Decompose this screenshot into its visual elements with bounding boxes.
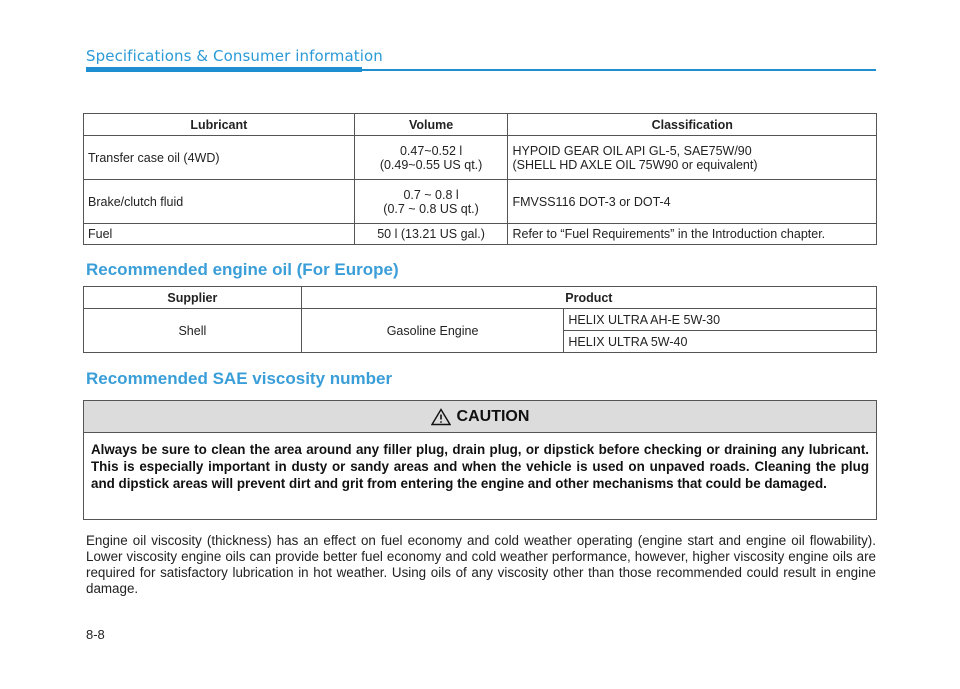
engine-oil-table — [83, 286, 877, 353]
lubricant-cell: Brake/clutch fluid — [84, 180, 355, 224]
classification-cell: Refer to “Fuel Requirements” in the Introduction chapter. — [508, 224, 877, 245]
sae-viscosity-heading: Recommended SAE viscosity number — [86, 369, 393, 388]
page-number: 8-8 — [86, 627, 105, 642]
classification-line: HYPOID GEAR OIL API GL-5, SAE75W/90 — [512, 143, 752, 158]
product-cell: HELIX ULTRA 5W-40 — [564, 331, 877, 353]
volume-cell: 50 l (13.21 US gal.) — [354, 224, 508, 245]
column-header: Product — [301, 287, 876, 309]
caution-header — [84, 401, 876, 433]
column-header: Lubricant — [84, 114, 355, 136]
caution-box — [83, 400, 877, 520]
volume-line: 0.47~0.52 l — [399, 143, 463, 158]
product-cell: HELIX ULTRA AH-E 5W-30 — [564, 309, 877, 331]
table-header-row — [84, 287, 877, 309]
section-header-title: Specifications & Consumer information — [86, 47, 383, 65]
caution-title: CAUTION — [456, 407, 530, 425]
lubricant-spec-table — [83, 113, 877, 245]
lubricant-cell: Fuel — [84, 224, 355, 245]
section-header-bar — [86, 67, 362, 72]
table-row — [84, 180, 877, 224]
column-header: Classification — [508, 114, 877, 136]
classification-cell: FMVSS116 DOT-3 or DOT-4 — [508, 180, 877, 224]
classification-cell — [508, 136, 877, 180]
table-row — [84, 224, 877, 245]
column-header: Volume — [354, 114, 508, 136]
supplier-cell: Shell — [84, 309, 302, 353]
classification-line: (SHELL HD AXLE OIL 75W90 or equivalent) — [512, 157, 758, 172]
table-header-row — [84, 114, 877, 136]
column-header: Supplier — [84, 287, 302, 309]
volume-line: 0.7 ~ 0.8 l — [403, 187, 459, 202]
table-row — [84, 136, 877, 180]
volume-cell — [354, 136, 508, 180]
lubricant-cell: Transfer case oil (4WD) — [84, 136, 355, 180]
warning-triangle-icon — [431, 408, 451, 426]
engine-oil-heading: Recommended engine oil (For Europe) — [86, 260, 399, 279]
viscosity-paragraph: Engine oil viscosity (thickness) has an effect on fuel economy and cold weather operating (engine start and engine oil flowability). Lower viscosity engine oils can provide better fuel economy and cold weather performance, however, higher viscosity engine oils are required for satisfactory lubrication in hot weather. Using oils of any viscosity other than those recommended could result in engine damage. — [86, 533, 876, 596]
volume-line: (0.49~0.55 US qt.) — [379, 157, 483, 172]
caution-text: Always be sure to clean the area around any filler plug, drain plug, or dipstick before checking or draining any lubricant. This is especially important in dusty or sandy areas and when the vehicle is used on unpaved roads. Cleaning the plug and dipstick areas will prevent dirt and grit from entering the engine and other mechanisms that could be damaged. — [91, 442, 869, 491]
table-row — [84, 309, 877, 331]
engine-cell: Gasoline Engine — [301, 309, 564, 353]
volume-line: (0.7 ~ 0.8 US qt.) — [383, 201, 479, 216]
volume-cell — [354, 180, 508, 224]
section-header-rule — [362, 69, 876, 71]
